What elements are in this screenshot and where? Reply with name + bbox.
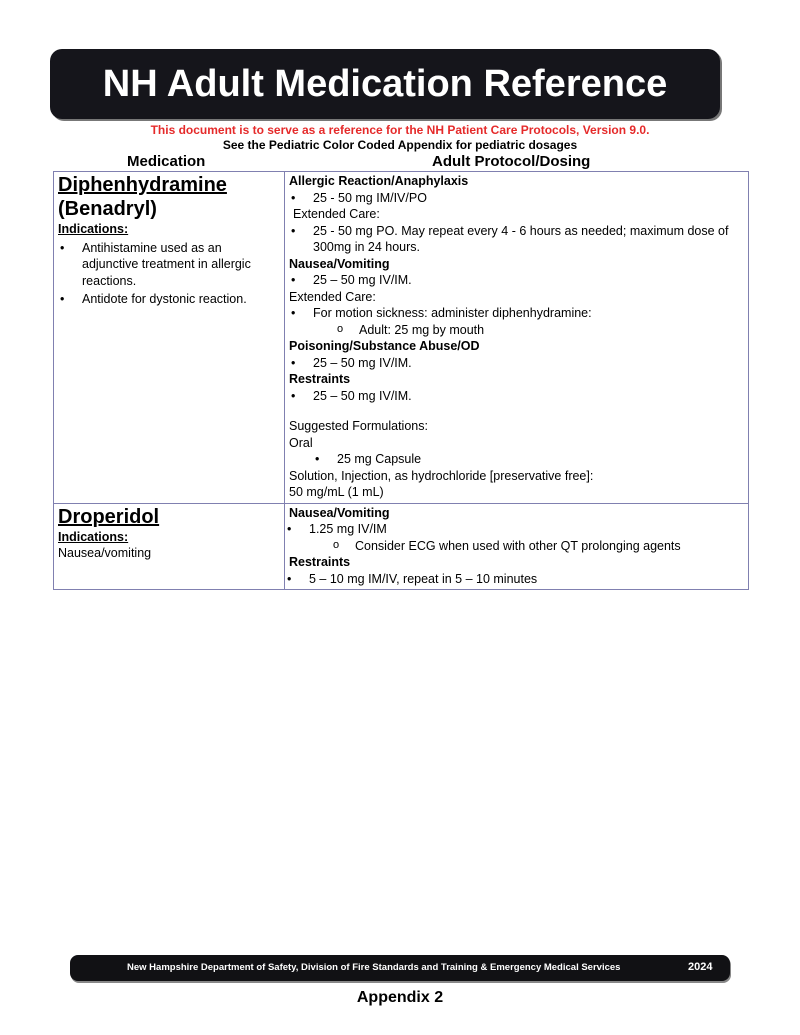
list-item: • 25 mg Capsule [289,451,744,468]
section-heading: Restraints [289,372,351,386]
column-header-medication: Medication [127,153,206,170]
page-title: NH Adult Medication Reference [50,49,720,119]
dose-list [289,305,744,338]
dose-list [285,521,744,554]
extended-care-label: Extended Care: [289,289,376,304]
sub-list [289,322,744,339]
section-heading: Nausea/Vomiting [289,505,390,520]
section-heading: Poisoning/Substance Abuse/OD [289,339,480,353]
indications-text: Nausea/vomiting [58,546,152,560]
dose-list [289,223,744,256]
list-item [289,305,744,338]
footer-year: 2024 [688,961,713,973]
list-item: • Antihistamine used as an adjunctive treatment in allergic reactions. [58,240,280,290]
medication-table [53,171,749,590]
dose-list [289,272,744,289]
dosing-cell [285,172,749,504]
dose-text: 1.25 mg IV/IM [309,522,387,536]
section-heading: Nausea/Vomiting [289,256,390,271]
drug-brand-name: (Benadryl) [58,198,157,220]
list-item: • 25 – 50 mg IV/IM. [289,355,744,372]
dose-list [289,190,744,207]
indications-list [58,240,280,308]
list-item: o Consider ECG when used with other QT prolonging agents [285,538,744,555]
dose-list [289,355,744,372]
footer-bar [70,955,730,981]
list-item: • 5 – 10 mg IM/IV, repeat in 5 – 10 minutes [285,571,744,588]
section-heading: Restraints [289,555,351,569]
pediatric-notice: See the Pediatric Color Coded Appendix for pediatric dosages [222,138,578,152]
extended-care-label: Extended Care: [293,207,380,221]
table-row-diphenhydramine [54,172,749,504]
oral-label: Oral [289,435,313,450]
list-item [285,521,744,554]
formulations-label: Suggested Formulations: [289,419,428,433]
list-item: • 25 – 50 mg IV/IM. [289,388,744,405]
drug-name: Diphenhydramine [58,174,227,196]
dose-list [289,388,744,405]
sub-list [285,538,744,555]
dose-list [285,571,744,588]
medication-cell [54,172,285,504]
concentration-text: 50 mg/mL (1 mL) [289,485,384,499]
footer-text: New Hampshire Department of Safety, Division of Fire Standards and Training & Emergency Medical Services [127,962,621,973]
indications-label: Indications: [58,529,129,544]
appendix-label: Appendix 2 [356,989,444,1006]
list-item: • 25 - 50 mg IM/IV/PO [289,190,744,207]
dosing-cell [285,503,749,590]
protocol-notice: This document is to serve as a reference for the NH Patient Care Protocols, Version 9.0. [150,123,650,137]
list-item: • 25 - 50 mg PO. May repeat every 4 - 6 hours as needed; maximum dose of 300mg in 24 hours. [289,223,744,256]
formulation-list [289,451,744,468]
list-item: • Antidote for dystonic reaction. [58,291,280,308]
medication-cell [54,503,285,590]
motion-sickness-text: For motion sickness: administer diphenhydramine: [313,306,592,320]
column-header-dosing: Adult Protocol/Dosing [432,153,591,170]
solution-text: Solution, Injection, as hydrochloride [preservative free]: [289,468,594,483]
list-item: o Adult: 25 mg by mouth [289,322,744,339]
list-item: • 25 – 50 mg IV/IM. [289,272,744,289]
table-row-droperidol [54,503,749,590]
drug-name: Droperidol [58,505,160,528]
indications-label: Indications: [58,222,129,236]
section-heading: Allergic Reaction/Anaphylaxis [289,174,469,188]
